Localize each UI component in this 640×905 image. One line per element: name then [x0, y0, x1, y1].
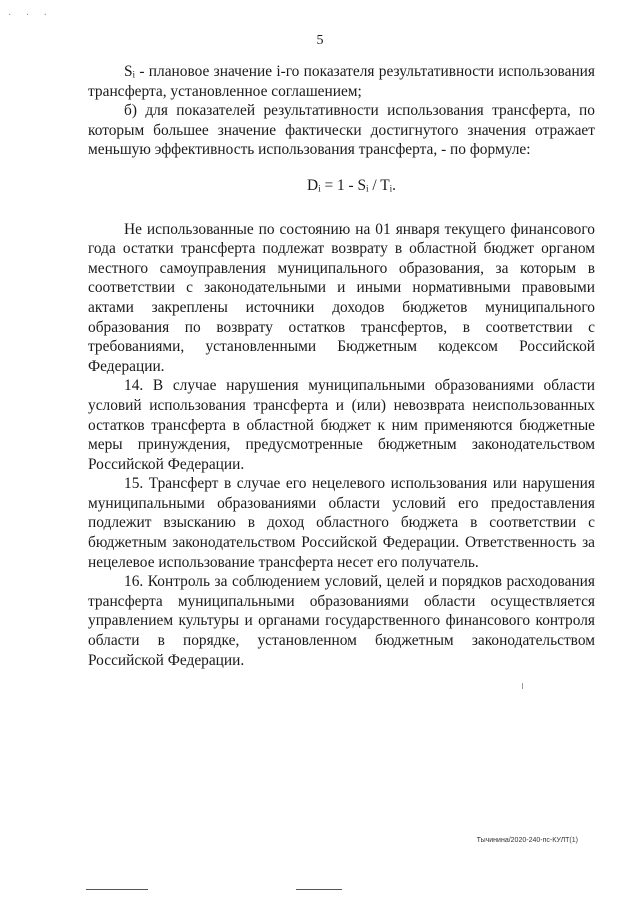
paragraph-formula-intro: б) для показателей результативности использования трансферта, по которым большее значение фактически достигнутого значения отражает меньшую эффективность использования трансферта, - по формуле:	[88, 102, 595, 159]
paragraph-s-definition: Sᵢ - плановое значение i-го показателя результативности использования трансферта, установленное соглашением;	[88, 63, 595, 100]
paragraph-clause-14: 14. В случае нарушения муниципальными образованиями области условий использования трансферта и (или) невозврата неиспользованных остатков трансферта в областной бюджет к ним применяются бюджетные меры принуждения, предусмотренные бюджетным законодательством Российской Федерации.	[88, 377, 595, 473]
paragraph-clause-15: 15. Трансферт в случае его нецелевого использования или нарушения муниципальными образованиями области условий его предоставления подлежит взысканию в доход областного бюджета в соответствии с бюджетным законодательством Российской Федерации. Ответственность за нецелевое использование трансферта несет его получатель.	[88, 475, 595, 571]
footer-document-code: Тычинина/2020-240-пс-КУЛТ(1)	[476, 837, 578, 844]
page-number: 5	[316, 33, 324, 48]
scan-speck	[522, 683, 523, 689]
bottom-rule-left	[86, 889, 148, 890]
scan-corner-marks: · · ·	[8, 10, 53, 21]
paragraph-clause-16: 16. Контроль за соблюдением условий, целей и порядков расходования трансферта муниципальными образованиями области осуществляется управлением культуры и органами государственного финансового контроля области в порядке, установленном бюджетным законодательством Российской Федерации.	[88, 573, 595, 669]
bottom-rule-right	[296, 889, 342, 890]
paragraph-unused-balances: Не использованные по состоянию на 01 января текущего финансового года остатки трансферта подлежат возврату в областной бюджет органом местного самоуправления муниципального образования, за которым в соответствии с законодательными и иными нормативными правовыми актами закреплены источники доходов бюджетов муниципального образования по возврату остатков трансфертов, в соответствии с требованиями, установленными Бюджетным кодексом Российской Федерации.	[88, 220, 595, 375]
document-body	[88, 62, 595, 670]
formula: Dᵢ = 1 - Sᵢ / Tᵢ.	[306, 176, 397, 194]
